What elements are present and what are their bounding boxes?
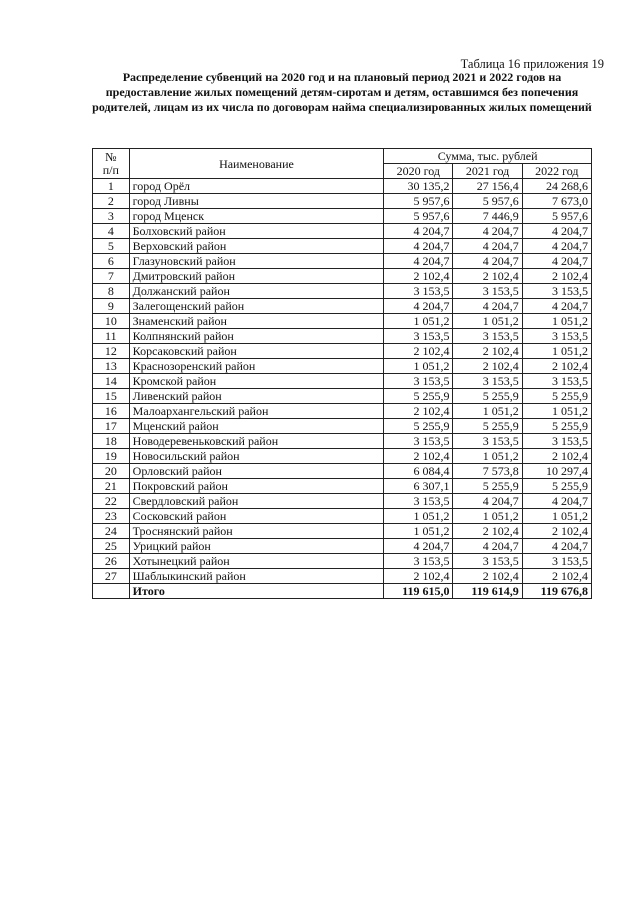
row-value-2021: 2 102,4	[453, 344, 522, 359]
row-number: 8	[93, 284, 130, 299]
row-name: Новосильский район	[129, 449, 384, 464]
row-value-2022: 2 102,4	[522, 524, 591, 539]
header-year-2020: 2020 год	[384, 164, 453, 179]
row-value-2022: 3 153,5	[522, 374, 591, 389]
row-value-2022: 24 268,6	[522, 179, 591, 194]
row-name: Дмитровский район	[129, 269, 384, 284]
row-name: Орловский район	[129, 464, 384, 479]
row-value-2021: 5 255,9	[453, 389, 522, 404]
row-number: 24	[93, 524, 130, 539]
row-number: 4	[93, 224, 130, 239]
row-value-2020: 5 255,9	[384, 389, 453, 404]
table-row	[93, 284, 592, 299]
row-value-2020: 3 153,5	[384, 284, 453, 299]
row-name: Шаблыкинский район	[129, 569, 384, 584]
header-number: № п/п	[93, 149, 130, 179]
row-value-2020: 3 153,5	[384, 374, 453, 389]
row-number: 14	[93, 374, 130, 389]
row-value-2020: 5 255,9	[384, 419, 453, 434]
row-number: 6	[93, 254, 130, 269]
row-number: 10	[93, 314, 130, 329]
row-value-2022: 3 153,5	[522, 434, 591, 449]
row-number: 22	[93, 494, 130, 509]
row-value-2022: 1 051,2	[522, 344, 591, 359]
row-value-2022: 1 051,2	[522, 509, 591, 524]
row-number: 3	[93, 209, 130, 224]
row-value-2020: 2 102,4	[384, 404, 453, 419]
row-value-2021: 4 204,7	[453, 299, 522, 314]
row-value-2020: 4 204,7	[384, 299, 453, 314]
table-row	[93, 494, 592, 509]
table-row	[93, 314, 592, 329]
row-number: 23	[93, 509, 130, 524]
table-row	[93, 269, 592, 284]
table-row	[93, 194, 592, 209]
row-number: 16	[93, 404, 130, 419]
row-name: Краснозоренский район	[129, 359, 384, 374]
row-value-2022: 4 204,7	[522, 494, 591, 509]
row-value-2020: 3 153,5	[384, 554, 453, 569]
row-name: Ливенский район	[129, 389, 384, 404]
header-year-2022: 2022 год	[522, 164, 591, 179]
table-row	[93, 419, 592, 434]
row-number: 18	[93, 434, 130, 449]
row-name: Колпнянский район	[129, 329, 384, 344]
row-name: Должанский район	[129, 284, 384, 299]
table-row	[93, 569, 592, 584]
row-number: 19	[93, 449, 130, 464]
row-value-2021: 3 153,5	[453, 284, 522, 299]
row-value-2022: 5 255,9	[522, 479, 591, 494]
row-value-2022: 1 051,2	[522, 314, 591, 329]
row-value-2020: 6 307,1	[384, 479, 453, 494]
table-row	[93, 179, 592, 194]
row-name: город Орёл	[129, 179, 384, 194]
header-name: Наименование	[129, 149, 384, 179]
row-value-2020: 1 051,2	[384, 359, 453, 374]
row-value-2020: 4 204,7	[384, 224, 453, 239]
row-value-2020: 30 135,2	[384, 179, 453, 194]
row-value-2020: 5 957,6	[384, 209, 453, 224]
table-row	[93, 254, 592, 269]
table-row	[93, 404, 592, 419]
row-value-2022: 1 051,2	[522, 404, 591, 419]
row-value-2022: 4 204,7	[522, 539, 591, 554]
row-value-2020: 2 102,4	[384, 269, 453, 284]
row-name: Новодеревеньковский район	[129, 434, 384, 449]
total-number	[93, 584, 130, 599]
table-row	[93, 479, 592, 494]
document-title: Распределение субвенций на 2020 год и на плановый период 2021 и 2022 годов на предоставление жилых помещений детям-сиротам и детям, оставшимся без попечения родителей, лицам из их числа по договорам найма специализированных жилых помещений	[92, 70, 592, 114]
table-row	[93, 554, 592, 569]
row-value-2021: 1 051,2	[453, 314, 522, 329]
row-value-2020: 2 102,4	[384, 344, 453, 359]
table-row	[93, 524, 592, 539]
row-number: 7	[93, 269, 130, 284]
row-value-2021: 1 051,2	[453, 509, 522, 524]
row-value-2021: 5 255,9	[453, 419, 522, 434]
table-row	[93, 239, 592, 254]
row-value-2020: 3 153,5	[384, 434, 453, 449]
row-value-2020: 3 153,5	[384, 494, 453, 509]
row-value-2022: 7 673,0	[522, 194, 591, 209]
row-value-2020: 4 204,7	[384, 254, 453, 269]
row-name: Знаменский район	[129, 314, 384, 329]
table-row	[93, 224, 592, 239]
row-value-2021: 7 446,9	[453, 209, 522, 224]
row-value-2022: 4 204,7	[522, 299, 591, 314]
row-value-2021: 7 573,8	[453, 464, 522, 479]
row-value-2020: 1 051,2	[384, 314, 453, 329]
row-value-2021: 4 204,7	[453, 539, 522, 554]
row-value-2021: 4 204,7	[453, 254, 522, 269]
row-value-2022: 3 153,5	[522, 329, 591, 344]
total-value-2020: 119 615,0	[384, 584, 453, 599]
row-value-2022: 3 153,5	[522, 284, 591, 299]
row-value-2021: 1 051,2	[453, 404, 522, 419]
row-value-2021: 3 153,5	[453, 434, 522, 449]
table-row	[93, 344, 592, 359]
row-value-2020: 5 957,6	[384, 194, 453, 209]
row-value-2020: 2 102,4	[384, 569, 453, 584]
row-name: Болховский район	[129, 224, 384, 239]
row-value-2022: 10 297,4	[522, 464, 591, 479]
row-name: Покровский район	[129, 479, 384, 494]
row-value-2022: 5 957,6	[522, 209, 591, 224]
total-label: Итого	[129, 584, 384, 599]
table-row	[93, 209, 592, 224]
row-value-2020: 3 153,5	[384, 329, 453, 344]
row-value-2022: 4 204,7	[522, 239, 591, 254]
subsidy-table	[92, 148, 592, 599]
row-number: 9	[93, 299, 130, 314]
total-row	[93, 584, 592, 599]
table-row	[93, 299, 592, 314]
row-number: 17	[93, 419, 130, 434]
row-number: 13	[93, 359, 130, 374]
row-value-2021: 4 204,7	[453, 239, 522, 254]
row-value-2021: 2 102,4	[453, 569, 522, 584]
table-row	[93, 509, 592, 524]
table-row	[93, 374, 592, 389]
row-number: 5	[93, 239, 130, 254]
row-value-2021: 1 051,2	[453, 449, 522, 464]
row-value-2022: 3 153,5	[522, 554, 591, 569]
row-value-2022: 4 204,7	[522, 254, 591, 269]
table-row	[93, 539, 592, 554]
row-value-2020: 2 102,4	[384, 449, 453, 464]
total-value-2022: 119 676,8	[522, 584, 591, 599]
row-name: Хотынецкий район	[129, 554, 384, 569]
row-value-2022: 2 102,4	[522, 269, 591, 284]
row-value-2020: 6 084,4	[384, 464, 453, 479]
row-name: Урицкий район	[129, 539, 384, 554]
row-name: Верховский район	[129, 239, 384, 254]
header-sum: Сумма, тыс. рублей	[384, 149, 592, 164]
row-name: Сосковский район	[129, 509, 384, 524]
row-value-2021: 4 204,7	[453, 224, 522, 239]
row-value-2022: 5 255,9	[522, 389, 591, 404]
row-value-2021: 3 153,5	[453, 374, 522, 389]
row-value-2022: 2 102,4	[522, 359, 591, 374]
row-value-2021: 5 957,6	[453, 194, 522, 209]
row-value-2021: 4 204,7	[453, 494, 522, 509]
row-value-2021: 2 102,4	[453, 524, 522, 539]
row-value-2021: 3 153,5	[453, 329, 522, 344]
row-value-2021: 2 102,4	[453, 359, 522, 374]
table-row	[93, 359, 592, 374]
row-number: 2	[93, 194, 130, 209]
row-name: город Ливны	[129, 194, 384, 209]
table-row	[93, 329, 592, 344]
row-name: Глазуновский район	[129, 254, 384, 269]
row-value-2021: 2 102,4	[453, 269, 522, 284]
row-value-2020: 1 051,2	[384, 509, 453, 524]
row-value-2021: 3 153,5	[453, 554, 522, 569]
row-value-2020: 4 204,7	[384, 539, 453, 554]
row-number: 27	[93, 569, 130, 584]
row-value-2022: 4 204,7	[522, 224, 591, 239]
row-name: Кромской район	[129, 374, 384, 389]
row-number: 20	[93, 464, 130, 479]
row-name: Корсаковский район	[129, 344, 384, 359]
row-number: 21	[93, 479, 130, 494]
table-row	[93, 464, 592, 479]
row-name: город Мценск	[129, 209, 384, 224]
row-value-2020: 1 051,2	[384, 524, 453, 539]
row-value-2022: 5 255,9	[522, 419, 591, 434]
table-row	[93, 434, 592, 449]
row-value-2022: 2 102,4	[522, 449, 591, 464]
row-name: Свердловский район	[129, 494, 384, 509]
header-year-2021: 2021 год	[453, 164, 522, 179]
row-value-2020: 4 204,7	[384, 239, 453, 254]
row-number: 15	[93, 389, 130, 404]
row-value-2022: 2 102,4	[522, 569, 591, 584]
row-value-2021: 27 156,4	[453, 179, 522, 194]
row-number: 26	[93, 554, 130, 569]
row-name: Малоархангельский район	[129, 404, 384, 419]
row-number: 25	[93, 539, 130, 554]
row-name: Залегощенский район	[129, 299, 384, 314]
table-body	[93, 179, 592, 599]
table-row	[93, 449, 592, 464]
total-value-2021: 119 614,9	[453, 584, 522, 599]
row-number: 12	[93, 344, 130, 359]
table-row	[93, 389, 592, 404]
row-name: Троснянский район	[129, 524, 384, 539]
row-number: 11	[93, 329, 130, 344]
row-name: Мценский район	[129, 419, 384, 434]
row-number: 1	[93, 179, 130, 194]
appendix-label: Таблица 16 приложения 19	[460, 57, 604, 71]
row-value-2021: 5 255,9	[453, 479, 522, 494]
